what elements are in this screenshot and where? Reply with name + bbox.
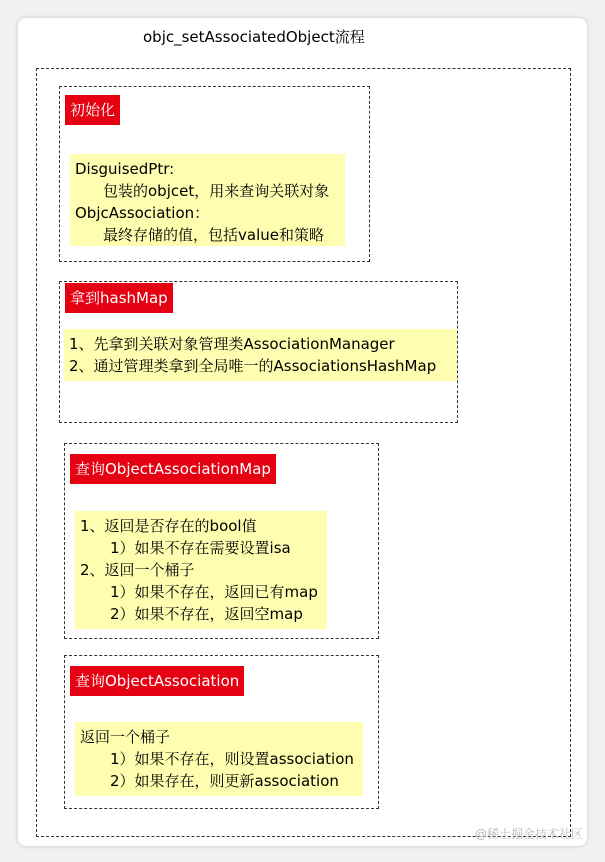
note-line: 最终存储的值，包括value和策略 — [103, 226, 324, 244]
note-line: ObjcAssociation： — [75, 204, 210, 222]
association-map-note — [75, 511, 327, 629]
note-line: 1、返回是否存在的bool值 — [80, 517, 257, 535]
association-note — [75, 722, 363, 796]
init-tag: 初始化 — [65, 95, 120, 125]
association-map-tag: 查询ObjectAssociationMap — [70, 454, 276, 484]
init-note — [70, 154, 345, 246]
note-line: DisguisedPtr: — [75, 160, 175, 178]
note-line: 2、通过管理类拿到全局唯一的AssociationsHashMap — [69, 357, 437, 375]
watermark: @稀土掘金技术社区 — [474, 827, 583, 841]
note-line: 2、返回一个桶子 — [80, 561, 195, 579]
note-line: 1）如果不存在，则设置association — [110, 750, 354, 768]
diagram-title: objc_setAssociatedObject流程 — [143, 28, 365, 46]
note-line: 包装的objcet，用来查询关联对象 — [103, 182, 330, 200]
note-line: 2）如果存在，则更新association — [110, 772, 339, 790]
note-line: 2）如果不存在，返回空map — [110, 605, 303, 623]
hashmap-tag: 拿到hashMap — [65, 283, 173, 313]
association-tag: 查询ObjectAssociation — [70, 666, 244, 696]
hashmap-note — [64, 329, 457, 381]
note-line: 1、先拿到关联对象管理类AssociationManager — [69, 335, 395, 353]
note-line: 返回一个桶子 — [80, 728, 171, 746]
note-line: 1）如果不存在需要设置isa — [110, 539, 291, 557]
note-line: 1）如果不存在，返回已有map — [110, 583, 318, 601]
